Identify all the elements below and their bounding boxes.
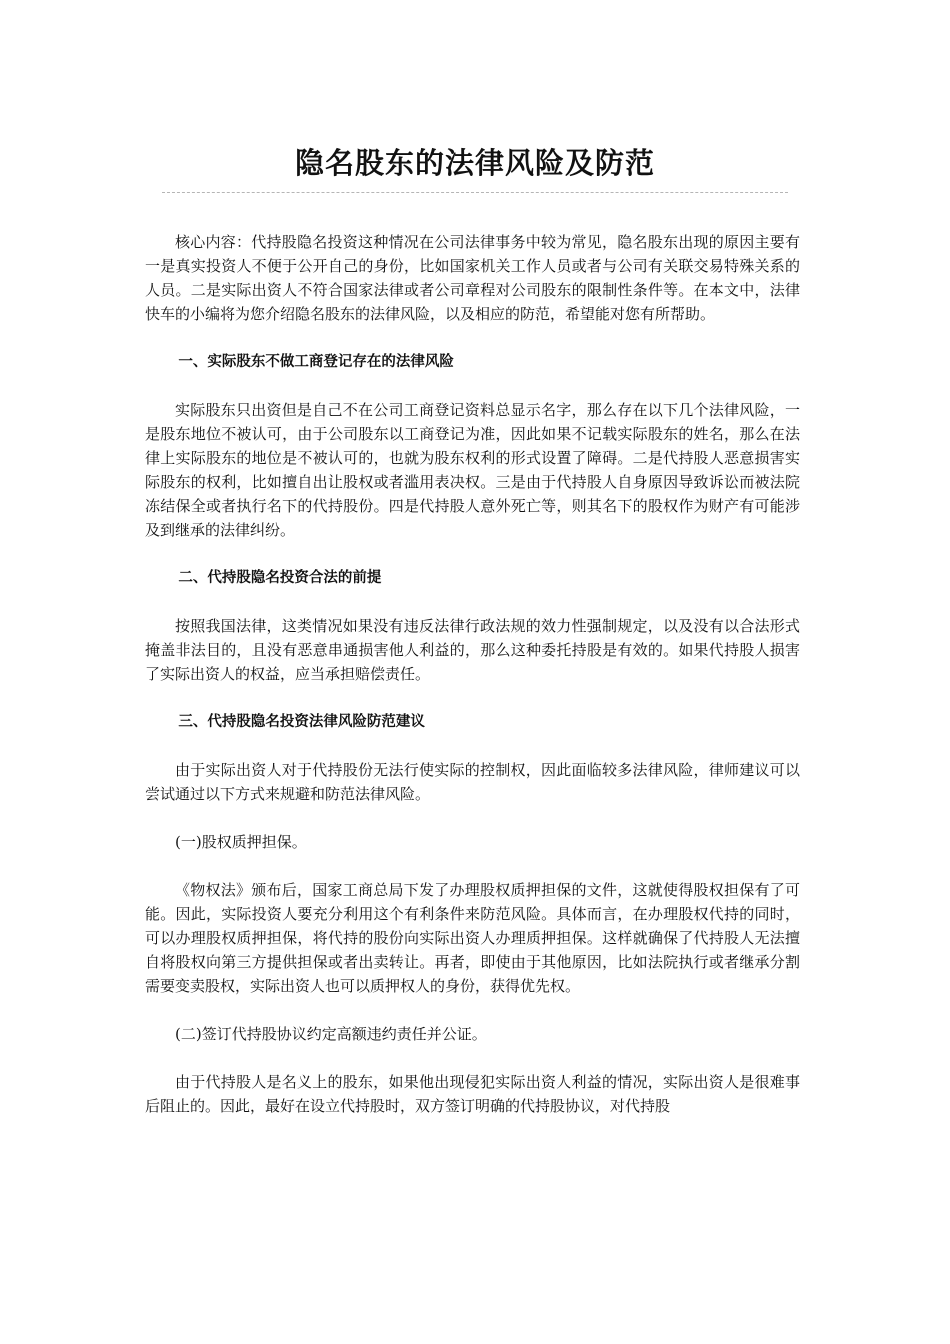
intro-paragraph: 核心内容：代持股隐名投资这种情况在公司法律事务中较为常见，隐名股东出现的原因主要有一是真实投资人不便于公开自己的身份，比如国家机关工作人员或者与公司有关联交易特殊关系的人员。二是实际出资人不符合国家法律或者公司章程对公司股东的限制性条件等。在本文中，法律快车的小编将为您介绍隐名股东的法律风险，以及相应的防范，希望能对您有所帮助。: [145, 233, 800, 323]
section-paragraph-1: 实际股东只出资但是自己不在公司工商登记资料总显示名字，那么存在以下几个法律风险，一是股东地位不被认可，由于公司股东以工商登记为准，因此如果不记载实际股东的姓名，那么在法律上实际股东的地位是不被认可的，也就为股东权利的形式设置了障碍。二是代持股人恶意损害实际股东的权利，比如擅自出让股权或者滥用表决权。三是由于代持股人自身原因导致诉讼而被法院冻结保全或者执行名下的代持股份。四是代持股人意外死亡等，则其名下的股权作为财产有可能涉及到继承的法律纠纷。: [145, 401, 800, 539]
section-paragraph-2: 按照我国法律，这类情况如果没有违反法律行政法规的效力性强制规定，以及没有以合法形式掩盖非法目的，且没有恶意串通损害他人利益的，那么这种委托持股是有效的。如果代持股人损害了实际出资人的权益，应当承担赔偿责任。: [145, 617, 800, 683]
section-paragraph-3: 由于实际出资人对于代持股份无法行使实际的控制权，因此面临较多法律风险，律师建议可以尝试通过以下方式来规避和防范法律风险。: [145, 761, 800, 803]
measure-label-2: (二)签订代持股协议约定高额违约责任并公证。: [175, 1025, 487, 1043]
measure-paragraph-2: 由于代持股人是名义上的股东，如果他出现侵犯实际出资人利益的情况，实际出资人是很难事后阻止的。因此，最好在设立代持股时，双方签订明确的代持股协议，对代持股: [145, 1073, 800, 1115]
section-heading-2: 二、代持股隐名投资合法的前提: [178, 570, 382, 586]
section-heading-3: 三、代持股隐名投资法律风险防范建议: [178, 714, 425, 730]
section-heading-1: 一、实际股东不做工商登记存在的法律风险: [178, 354, 454, 370]
document-title: 隐名股东的法律风险及防范: [294, 146, 655, 180]
measure-paragraph-1: 《物权法》颁布后，国家工商总局下发了办理股权质押担保的文件，这就使得股权担保有了可能。因此，实际投资人要充分利用这个有利条件来防范风险。具体而言，在办理股权代持的同时，可以办理股权质押担保，将代持的股份向实际出资人办理质押担保。这样就确保了代持股人无法擅自将股权向第三方提供担保或者出卖转让。再者，即使由于其他原因，比如法院执行或者继承分割需要变卖股权，实际出资人也可以质押权人的身份，获得优先权。: [145, 881, 800, 995]
measure-label-1: (一)股权质押担保。: [175, 833, 307, 851]
title-divider: [162, 192, 788, 193]
document-body: [145, 230, 800, 1142]
